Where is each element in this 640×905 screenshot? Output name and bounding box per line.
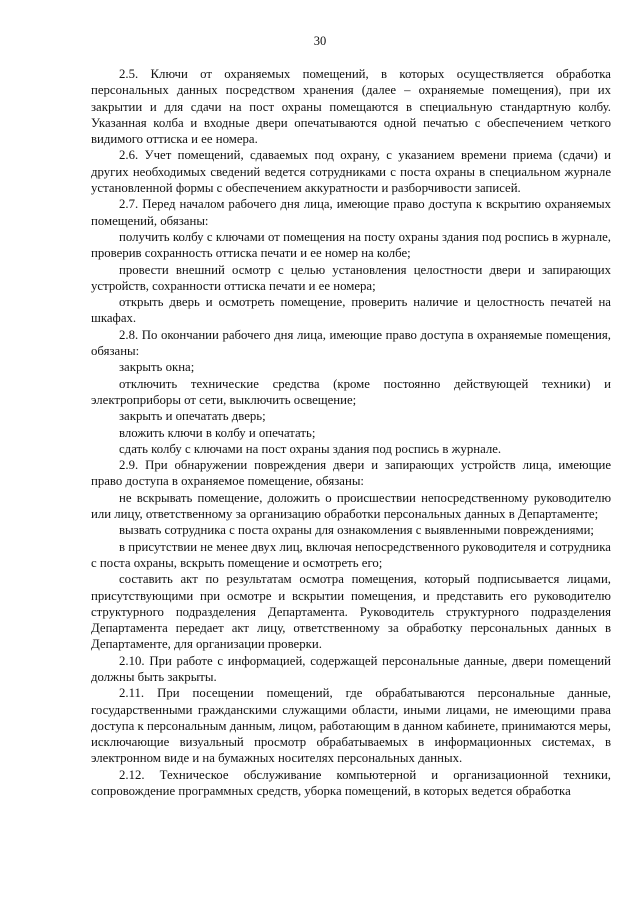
paragraph-2-6: 2.6. Учет помещений, сдаваемых под охрану, с указанием времени приема (сдачи) и других необходимых сведений ведется сотрудниками с поста охраны в специальном журнале установленной формы с обеспечением аккуратности и разборчивости записей. xyxy=(91,148,611,196)
list-item: вызвать сотрудника с поста охраны для ознакомления с выявленными повреждениями; xyxy=(119,523,594,538)
paragraph-2-7: 2.7. Перед началом рабочего дня лица, имеющие право доступа к вскрытию охраняемых помещений, обязаны: xyxy=(91,197,611,228)
paragraph-2-12: 2.12. Техническое обслуживание компьютерной и организационной техники, сопровождение программных средств, уборка помещений, в которых ведется обработка xyxy=(91,767,611,799)
list-item: провести внешний осмотр с целью установления целостности двери и запирающих устройств, сохранности оттиска печати и ее номера; xyxy=(91,262,611,293)
list-item: не вскрывать помещение, доложить о происшествии непосредственному руководителю или лицу, ответственному за организацию обработки персональных данных в Департаменте; xyxy=(91,490,611,522)
paragraph-2-8: 2.8. По окончании рабочего дня лица, имеющие право доступа в охраняемые помещения, обязаны: xyxy=(91,327,611,359)
list-item: закрыть и опечатать дверь; xyxy=(119,409,266,424)
list-item: отключить технические средства (кроме постоянно действующей техники) и электроприборы от сети, выключить освещение; xyxy=(91,376,611,407)
list-item: получить колбу с ключами от помещения на посту охраны здания под роспись в журнале, проверив сохранность оттиска печати и ее номер на колбе; xyxy=(91,229,611,261)
paragraph-2-10: 2.10. При работе с информацией, содержащей персональные данные, двери помещений должны быть закрыты. xyxy=(91,653,611,684)
list-item: закрыть окна; xyxy=(119,360,195,375)
list-item: открыть дверь и осмотреть помещение, проверить наличие и целостность печатей на шкафах. xyxy=(91,295,611,326)
list-item: в присутствии не менее двух лиц, включая непосредственного руководителя и сотрудника с поста охраны, вскрыть помещение и осмотреть его; xyxy=(91,539,611,570)
paragraph-2-9: 2.9. При обнаружении повреждения двери и запирающих устройств лица, имеющие право доступа в охраняемое помещение, обязаны: xyxy=(91,458,611,489)
list-item: вложить ключи в колбу и опечатать; xyxy=(119,425,316,440)
paragraph-2-11: 2.11. При посещении помещений, где обрабатываются персональные данные, государственными гражданскими служащими области, иными лицами, не имеющими права доступа к персональным данным, лицом, работающим в данном кабинете, принимаются меры, исключающие визуальный просмотр обрабатываемых в информационных системах, в электронном виде и на бумажных носителях персональных данных. xyxy=(91,686,611,766)
list-item: сдать колбу с ключами на пост охраны здания под роспись в журнале. xyxy=(119,441,502,456)
list-item: составить акт по результатам осмотра помещения, который подписывается лицами, присутствующими при осмотре и вскрытии помещения, и представить его руководителю структурного подразделения Департамента. Руководитель структурного подразделения Департамента передает акт лицу, ответственному за обработку персональных данных в Департаменте, для организации проверки. xyxy=(91,572,611,652)
document-body xyxy=(91,66,611,799)
paragraph-2-5: 2.5. Ключи от охраняемых помещений, в которых осуществляется обработка персональных данных посредством хранения (далее – охраняемые помещения), при их закрытии и для сдачи на пост охраны помещаются в специальную стандартную колбу. Указанная колба и входные двери опечатываются одной печатью с обеспечением четкого видимого оттиска и ее номера. xyxy=(91,67,611,147)
page-number: 30 xyxy=(313,34,327,48)
